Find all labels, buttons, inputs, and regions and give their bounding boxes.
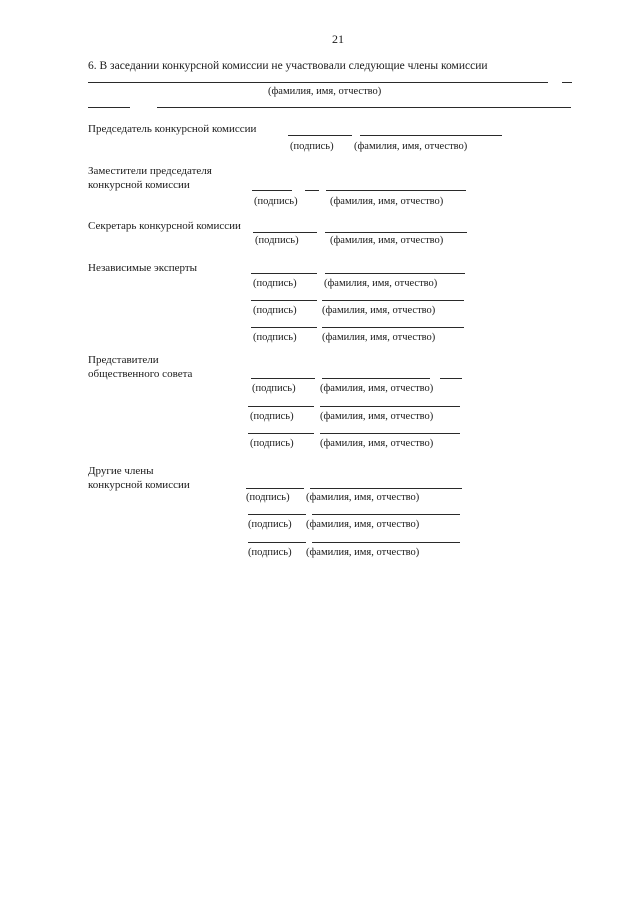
council-1-signature-caption: (подпись)	[252, 383, 296, 394]
absent-members-paragraph: 6. В заседании конкурсной комиссии не участвовали следующие члены комиссии	[88, 60, 488, 72]
secretary-signature-line	[253, 232, 317, 233]
council-2-signature-line	[248, 406, 314, 407]
expert-2-signature-line	[251, 300, 317, 301]
other-3-signature-caption: (подпись)	[248, 547, 292, 558]
council-2-name-caption: (фамилия, имя, отчество)	[320, 411, 434, 422]
expert-3-name-line	[322, 327, 464, 328]
other-2-signature-caption: (подпись)	[248, 519, 292, 530]
secretary-label: Секретарь конкурсной комиссии	[88, 220, 241, 232]
deputy-signature-line	[252, 190, 292, 191]
other-1-signature-line	[246, 488, 304, 489]
other-1-name-line	[310, 488, 462, 489]
expert-2-name-caption: (фамилия, имя, отчество)	[322, 305, 436, 316]
expert-1-name-line	[325, 273, 465, 274]
absent-members-name-caption: (фамилия, имя, отчество)	[268, 86, 382, 97]
deputy-name-line	[326, 190, 466, 191]
absent-members-line-1b	[562, 82, 572, 83]
absent-members-line-1	[88, 82, 548, 83]
expert-2-name-line	[322, 300, 464, 301]
deputy-name-caption: (фамилия, имя, отчество)	[330, 196, 444, 207]
other-1-name-caption: (фамилия, имя, отчество)	[306, 492, 420, 503]
expert-1-signature-line	[251, 273, 317, 274]
deputy-chairmen-label-line1: Заместители председателя	[88, 165, 212, 177]
absent-members-line-2b	[157, 107, 571, 108]
council-1-name-line	[322, 378, 430, 379]
other-members-label-line2: конкурсной комиссии	[88, 479, 190, 491]
other-2-signature-line	[248, 514, 306, 515]
chairman-signature-line	[288, 135, 352, 136]
independent-experts-label: Независимые эксперты	[88, 262, 198, 274]
other-members-label-line1: Другие члены	[88, 465, 154, 477]
other-3-signature-line	[248, 542, 306, 543]
expert-3-name-caption: (фамилия, имя, отчество)	[322, 332, 436, 343]
chairman-name-caption: (фамилия, имя, отчество)	[354, 141, 468, 152]
secretary-name-caption: (фамилия, имя, отчество)	[330, 235, 444, 246]
council-1-name-line-b	[440, 378, 462, 379]
council-2-signature-caption: (подпись)	[250, 411, 294, 422]
chairman-name-line	[360, 135, 502, 136]
expert-1-signature-caption: (подпись)	[253, 278, 297, 289]
council-3-name-caption: (фамилия, имя, отчество)	[320, 438, 434, 449]
public-council-label-line2: общественного совета	[88, 368, 193, 380]
council-2-name-line	[320, 406, 460, 407]
deputy-signature-caption: (подпись)	[254, 196, 298, 207]
council-3-name-line	[320, 433, 460, 434]
other-2-name-line	[312, 514, 460, 515]
other-1-signature-caption: (подпись)	[246, 492, 290, 503]
council-3-signature-caption: (подпись)	[250, 438, 294, 449]
deputy-chairmen-label-line2: конкурсной комиссии	[88, 179, 190, 191]
other-3-name-caption: (фамилия, имя, отчество)	[306, 547, 420, 558]
secretary-name-line	[325, 232, 467, 233]
deputy-signature-line-b	[305, 190, 319, 191]
page-number: 21	[332, 32, 344, 46]
expert-2-signature-caption: (подпись)	[253, 305, 297, 316]
secretary-signature-caption: (подпись)	[255, 235, 299, 246]
expert-3-signature-caption: (подпись)	[253, 332, 297, 343]
council-3-signature-line	[248, 433, 314, 434]
public-council-label-line1: Представители	[88, 354, 159, 366]
chairman-label: Председатель конкурсной комиссии	[88, 123, 257, 135]
other-3-name-line	[312, 542, 460, 543]
council-1-signature-line	[251, 378, 315, 379]
expert-3-signature-line	[251, 327, 317, 328]
absent-members-line-2a	[88, 107, 130, 108]
other-2-name-caption: (фамилия, имя, отчество)	[306, 519, 420, 530]
expert-1-name-caption: (фамилия, имя, отчество)	[324, 278, 438, 289]
council-1-name-caption: (фамилия, имя, отчество)	[320, 383, 434, 394]
chairman-signature-caption: (подпись)	[290, 141, 334, 152]
